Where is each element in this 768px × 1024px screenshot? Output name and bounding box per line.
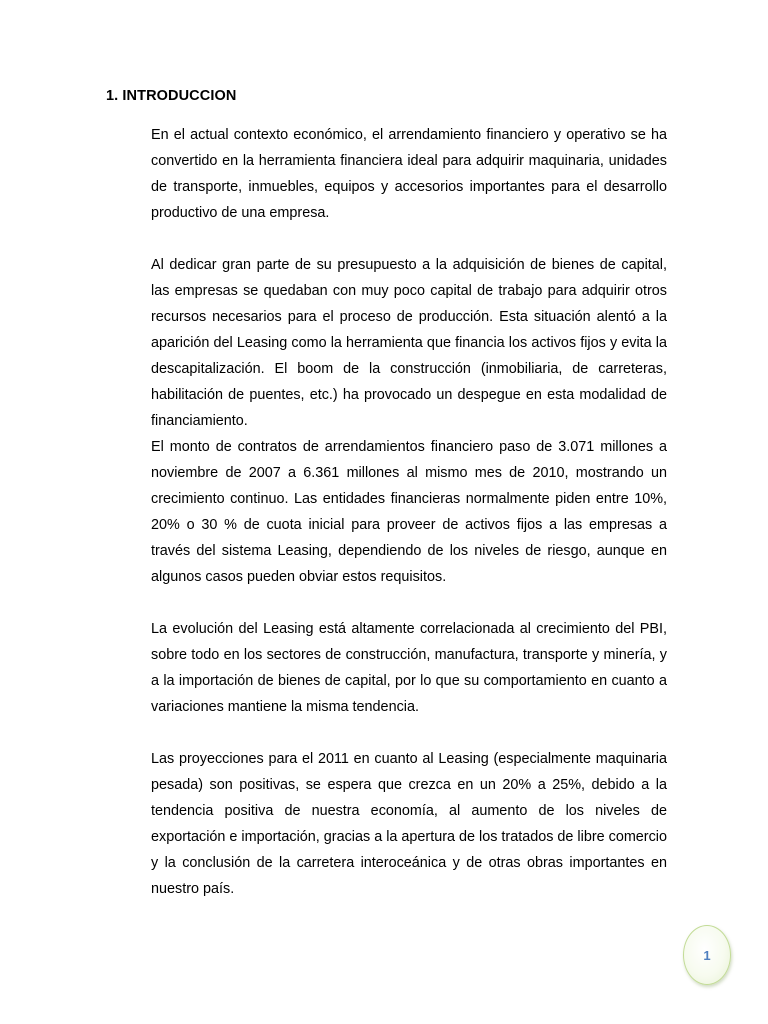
page-number: 1 — [703, 947, 711, 963]
paragraph-3: El monto de contratos de arrendamientos financiero paso de 3.071 millones a noviembre de 2007 a 6.361 millones al mismo mes de 2010, mostrando un crecimiento continuo. Las entidades financieras normalmente piden entre 10%, 20% o 30 % de cuota inicial para proveer de activos fijos a las empresas a través del sistema Leasing, dependiendo de los niveles de riesgo, aunque en algunos casos pueden obviar estos requisitos. — [151, 439, 667, 585]
paragraph-1: En el actual contexto económico, el arrendamiento financiero y operativo se ha convertido en la herramienta financiera ideal para adquirir maquinaria, unidades de transporte, inmuebles, equipos y accesorios importantes para el desarrollo productivo de una empresa. — [151, 127, 667, 221]
section-heading: 1. INTRODUCCION — [106, 88, 237, 104]
body-text — [151, 122, 667, 902]
paragraph-5: Las proyecciones para el 2011 en cuanto al Leasing (especialmente maquinaria pesada) son positivas, se espera que crezca en un 20% a 25%, debido a la tendencia positiva de nuestra economía, al aumento de los niveles de exportación e importación, gracias a la apertura de los tratados de libre comercio y la conclusión de la carretera interoceánica y de otras obras importantes en nuestro país. — [151, 751, 667, 897]
paragraph-2: Al dedicar gran parte de su presupuesto a la adquisición de bienes de capital, las empresas se quedaban con muy poco capital de trabajo para adquirir otros recursos necesarios para el proceso de producción. Esta situación alentó a la aparición del Leasing como la herramienta que financia los activos fijos y evita la descapitalización. El boom de la construcción (inmobiliaria, de carreteras, habilitación de puentes, etc.) ha provocado un despegue en esta modalidad de financiamiento. — [151, 257, 667, 429]
page-number-badge — [683, 925, 731, 985]
paragraph-4: La evolución del Leasing está altamente correlacionada al crecimiento del PBI, sobre todo en los sectores de construcción, manufactura, transporte y minería, y a la importación de bienes de capital, por lo que su comportamiento en cuanto a variaciones mantiene la misma tendencia. — [151, 621, 667, 715]
